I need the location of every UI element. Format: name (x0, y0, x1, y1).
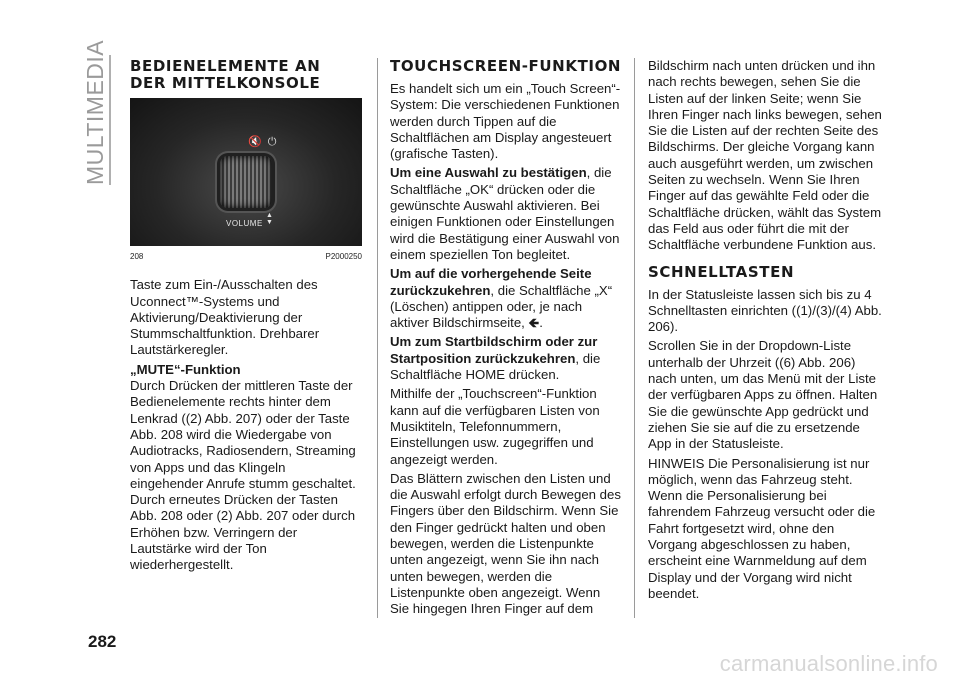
column-1 (130, 58, 362, 577)
figure-caption (130, 249, 362, 265)
paragraph: Bildschirm nach unten drücken und ihn nach rechts bewegen, sehen Sie die Listen auf der linken Seite; wenn Sie Ihren Finger nach links bewegen, sehen Sie die Listen auf der rechten Seite des Bildschirms. Der gleiche Vorgang kann auch ausgeführt werden, um zwischen Seiten zu wechseln. Wenn Sie Ihren Finger auf das gewählte Feld oder die Schaltfläche drücken, wählt das System das Feld aus oder führt die mit der Schaltfläche verbundene Funktion aus. (648, 58, 882, 253)
watermark: carmanualsonline.info (719, 651, 938, 676)
paragraph-text: , die Schaltfläche „X“ (Löschen) antippen oder, je nach aktiver Bildschirmseite, (390, 282, 613, 331)
section-tab (82, 39, 112, 185)
paragraph: In der Statusleiste lassen sich bis zu 4 Schnelltasten einrichten ((1)/(3)/(4) Abb. 206). (648, 286, 882, 335)
mute-power-icon: 🔇⏻ (248, 136, 283, 148)
volume-knob (220, 156, 272, 208)
section-rule (109, 55, 111, 185)
paragraph-text: , die Schaltfläche „OK“ drücken oder die gewünschte Auswahl aktivieren. Bei einigen Funktionen oder Einstellungen wird die Bestätigung einer Auswahl von einem speziellen Ton begleitet. (390, 165, 620, 262)
up-down-arrows-icon: ▲ ▼ (266, 212, 273, 226)
volume-label: VOLUME (226, 219, 263, 228)
figure-code: P2000250 (325, 252, 362, 261)
volume-knob-photo (130, 98, 362, 246)
paragraph (390, 165, 622, 263)
bold-lead: Um zum Startbildschirm oder zur Startposition zurückzukehren (390, 334, 598, 366)
back-arrow-icon: 🡸 (528, 315, 540, 331)
paragraph: Das Blättern zwischen den Listen und die Auswahl erfolgt durch Bewegen des Fingers über den Bildschirm. Wenn Sie den Finger gedrückt halten und oben bewegen, werden die Listenpunkte unten angezeigt, wenn Sie ihn nach unten bewegen, werden die Listenpunkte oben angezeigt. Wenn Sie hingegen Ihren Finger auf dem (390, 470, 621, 617)
figure-208 (130, 98, 362, 265)
paragraph: Durch Drücken der mittleren Taste der Bedienelemente rechts hinter dem Lenkrad ((2) Abb. 207) oder der Taste Abb. 208 wird die Wiedergabe von Audiotracks, Radiosendern, Streaming von Apps und das Klingeln eingehender Anrufe stumm geschaltet. Durch erneutes Drücken der Tasten Abb. 208 oder (2) Abb. 207 oder durch Erhöhen bzw. Verringern der Lautstärke wird der Ton wiederhergestellt. (130, 378, 356, 573)
paragraph: HINWEIS Die Personalisierung ist nur möglich, wenn das Fahrzeug steht. Wenn die Personalisierung bei fahrendem Fahrzeug versucht oder die Fahrt fortgesetzt wird, ohne den Vorgang abgeschlossen zu haben, erscheint eine Warnmeldung auf dem Display und der Vorgang wird nicht beendet. (648, 455, 876, 601)
paragraph (390, 334, 622, 383)
figure-number: 208 (130, 252, 144, 261)
paragraph: Es handelt sich um ein „Touch Screen“-System: Die verschiedenen Funktionen werden durch Tippen auf die Schaltflächen am Display angesteuert (grafische Tasten). (390, 81, 621, 162)
column-2 (390, 58, 622, 621)
column-3 (648, 58, 884, 605)
column-divider-1 (377, 58, 378, 618)
paragraph: Mithilfe der „Touchscreen“-Funktion kann auf die verfügbaren Listen von Musiktiteln, Telefonnummern, Einstellungen usw. zugegriffen und angezeigt werden. (390, 386, 600, 467)
paragraph-text: . (539, 315, 543, 331)
bold-lead: Um eine Auswahl zu bestätigen (390, 165, 587, 181)
page-number: 282 (88, 632, 117, 651)
subheading-mute: „MUTE“-Funktion (130, 361, 241, 377)
paragraph (390, 266, 622, 331)
paragraph: Scrollen Sie in der Dropdown-Liste unterhalb der Uhrzeit ((6) Abb. 206) nach unten, um das Menü mit der Liste der verfügbaren Apps zu öffnen. Halten Sie die gewünschte App gedrückt und ziehen Sie sie auf die zu ersetzende App in der Statusleiste. (648, 338, 878, 452)
heading-bedienelemente: BEDIENELEMENTE AN DER MITTELKONSOLE (130, 57, 321, 92)
bold-lead: Um auf die vorhergehende Seite zurückzukehren (390, 266, 592, 298)
heading-touchscreen: TOUCHSCREEN-FUNKTION (390, 57, 622, 75)
column-divider-2 (634, 58, 635, 618)
heading-schnelltasten: SCHNELLTASTEN (648, 262, 795, 281)
paragraph-text: , die Schaltfläche HOME drücken. (390, 350, 601, 383)
section-label: MULTIMEDIA (82, 39, 108, 185)
paragraph: Taste zum Ein-/Ausschalten des Uconnect™-Systems und Aktivierung/Deaktivierung der Stummschaltfunktion. Drehbarer Lautstärkeregler. (130, 277, 320, 358)
